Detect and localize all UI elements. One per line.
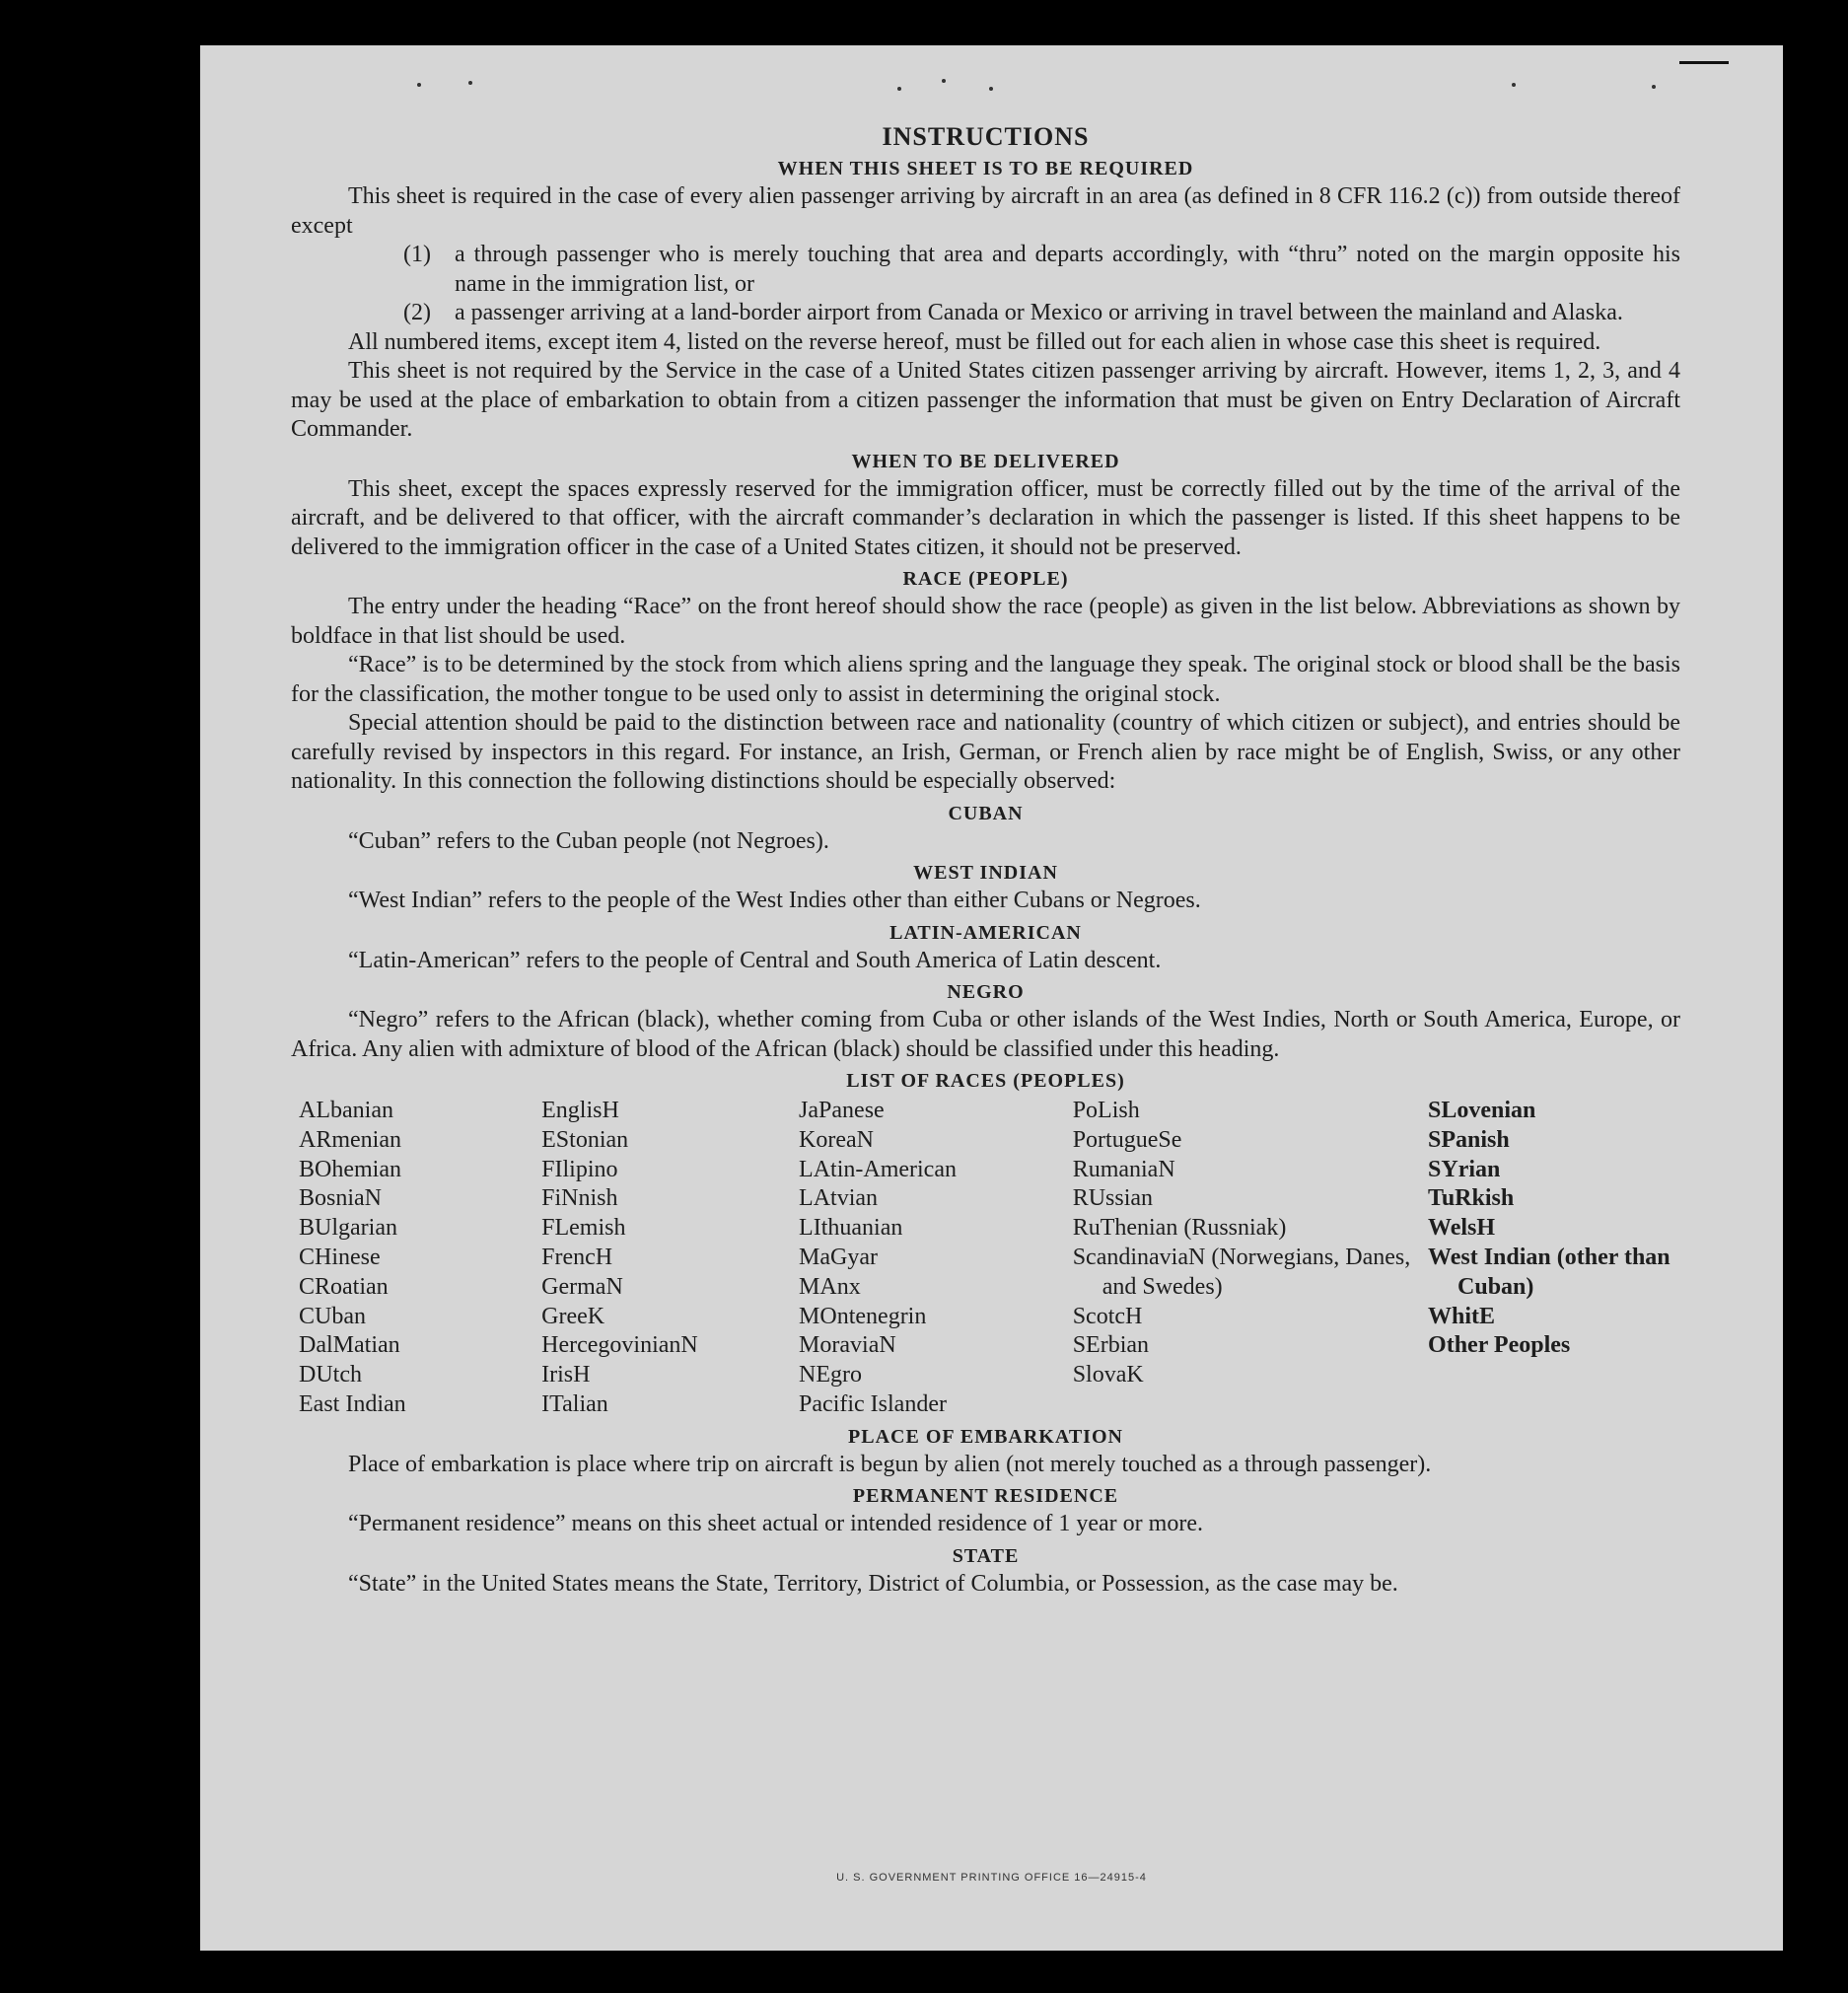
race-entry: LIthuanian [799, 1215, 903, 1242]
race-entry: SLovenian [1428, 1098, 1536, 1123]
race-entry: IrisH [541, 1362, 591, 1388]
scan-speck [1652, 85, 1656, 89]
races-column [1073, 1097, 1428, 1420]
race-entry: RumaniaN [1072, 1156, 1175, 1182]
race-entry: ScandinaviaN (Norwegians, Danes, and Swedes) [1072, 1244, 1411, 1300]
race-entry: RUssian [1072, 1185, 1154, 1212]
race-entry: GermaN [541, 1273, 623, 1300]
race-entry: FLemish [541, 1215, 626, 1242]
race-entry: KoreaN [799, 1126, 875, 1153]
race-entry: WelsH [1428, 1215, 1496, 1242]
race-entry: BOhemian [299, 1156, 401, 1182]
race-entry: PortugueSe [1072, 1126, 1182, 1153]
scan-speck [468, 81, 472, 85]
paragraph: This sheet is not required by the Service in the case of a United States citizen passenger arriving by aircraft. However, items 1, 2, 3, and 4 may be used at the place of embarkation to obtain from a citizen passenger the information that must be given on Entry Declaration of Aircraft Commander. [291, 358, 1680, 442]
race-entry: LAtin-American [799, 1156, 957, 1182]
race-entry: East Indian [299, 1390, 406, 1417]
scan-mark [1679, 61, 1729, 64]
paragraph: All numbered items, except item 4, listed on the reverse hereof, must be filled out for each alien in whose case this sheet is required. [348, 328, 1601, 355]
race-entry: GreeK [541, 1303, 605, 1329]
paragraph: This sheet is required in the case of every alien passenger arriving by aircraft in an area (as defined in 8 CFR 116.2 (c)) from outside thereof except [291, 183, 1680, 239]
scan-speck [1512, 83, 1516, 87]
race-entry: LAtvian [799, 1185, 879, 1212]
heading-required: WHEN THIS SHEET IS TO BE REQUIRED [777, 158, 1194, 179]
paragraph: “Cuban” refers to the Cuban people (not Negroes). [348, 827, 829, 854]
race-entry: ALbanian [299, 1098, 393, 1123]
race-entry: PoLish [1072, 1098, 1140, 1123]
scan-speck [989, 87, 993, 91]
paragraph: “Latin-American” refers to the people of Central and South America of Latin descent. [348, 947, 1162, 973]
race-entry: CRoatian [299, 1273, 389, 1300]
race-entry: FrencH [541, 1244, 613, 1270]
race-entry: Pacific Islander [799, 1390, 947, 1417]
race-entry: WhitE [1428, 1303, 1496, 1329]
races-column [1428, 1097, 1680, 1420]
race-entry: EnglisH [541, 1098, 619, 1123]
heading-embarkation: PLACE OF EMBARKATION [848, 1425, 1123, 1448]
races-column [541, 1097, 799, 1420]
list-item: (1) a through passenger who is merely touching that area and departs accordingly, with “thru” noted on the margin opposite his name in the immigration list, or [403, 242, 1680, 297]
races-column [299, 1097, 541, 1420]
race-entry: HercegovinianN [541, 1332, 698, 1359]
race-entry: MAnx [799, 1273, 861, 1300]
race-entry: MoraviaN [799, 1332, 896, 1359]
race-entry: CUban [299, 1303, 366, 1329]
race-entry: EStonian [541, 1126, 629, 1153]
races-column [799, 1097, 1073, 1420]
race-entry: MaGyar [799, 1244, 879, 1270]
heading-negro: NEGRO [947, 981, 1025, 1003]
race-entry: MOntenegrin [799, 1303, 927, 1329]
scan-speck [897, 87, 901, 91]
race-entry: BUlgarian [299, 1215, 397, 1242]
race-entry: NEgro [799, 1362, 863, 1388]
race-entry: DalMatian [299, 1332, 400, 1359]
race-entry: Other Peoples [1428, 1332, 1571, 1359]
race-entry: FiNnish [541, 1185, 618, 1212]
paragraph: The entry under the heading “Race” on the front hereof should show the race (people) as given in the list below. Abbreviations as shown by boldface in that list should be used. [291, 594, 1680, 649]
race-entry: SErbian [1072, 1332, 1150, 1359]
race-entry: ARmenian [299, 1126, 401, 1153]
race-entry: SYrian [1428, 1156, 1501, 1182]
race-entry: ITalian [541, 1390, 608, 1417]
heading-list-of-races: LIST OF RACES (PEOPLES) [846, 1070, 1125, 1092]
paragraph: This sheet, except the spaces expressly reserved for the immigration officer, must be correctly filled out by the time of the arrival of the aircraft, and be delivered to that officer, with the aircraft commander’s declaration in which the passenger is listed. If this sheet happens to be delivered to the immigration officer in the case of a United States citizen, it should not be preserved. [291, 475, 1680, 560]
paragraph: “Permanent residence” means on this sheet actual or intended residence of 1 year or more. [348, 1511, 1203, 1537]
race-entry: CHinese [299, 1244, 381, 1270]
list-item: (2) a passenger arriving at a land-border airport from Canada or Mexico or arriving in travel between the mainland and Alaska. [403, 300, 1623, 325]
race-entry: ScotcH [1072, 1303, 1143, 1329]
race-entry: DUtch [299, 1362, 362, 1388]
race-entry: BosniaN [299, 1185, 382, 1212]
scan-speck [942, 79, 946, 83]
page-title: INSTRUCTIONS [882, 122, 1090, 151]
heading-cuban: CUBAN [948, 802, 1024, 824]
races-table [291, 1097, 1680, 1420]
heading-permanent-residence: PERMANENT RESIDENCE [852, 1485, 1119, 1508]
race-entry: SlovaK [1072, 1362, 1144, 1388]
heading-delivered: WHEN TO BE DELIVERED [851, 450, 1120, 472]
paragraph: “State” in the United States means the State, Territory, District of Columbia, or Possession, as the case may be. [348, 1570, 1398, 1597]
printing-office-footer: U. S. GOVERNMENT PRINTING OFFICE 16—24915-4 [836, 1872, 1147, 1884]
scan-speck [417, 83, 421, 87]
paragraph: “Negro” refers to the African (black), whether coming from Cuba or other islands of the West Indies, North or South America, Europe, or Africa. Any alien with admixture of blood of the African (black) should be classified under this heading. [291, 1007, 1680, 1062]
paragraph: “West Indian” refers to the people of the West Indies other than either Cubans or Negroes. [348, 888, 1201, 913]
heading-west-indian: WEST INDIAN [913, 862, 1058, 884]
race-entry: SPanish [1428, 1126, 1510, 1153]
race-entry: TuRkish [1428, 1185, 1515, 1212]
race-entry: FIlipino [541, 1156, 618, 1182]
heading-latin-american: LATIN-AMERICAN [889, 921, 1082, 944]
heading-race: RACE (PEOPLE) [902, 568, 1069, 590]
race-entry: RuThenian (Russniak) [1072, 1215, 1287, 1242]
heading-state: STATE [952, 1544, 1020, 1567]
race-entry: JaPanese [799, 1098, 885, 1123]
document-sheet [200, 45, 1783, 1951]
paragraph: Special attention should be paid to the distinction between race and nationality (country of which citizen or subject), and entries should be carefully revised by inspectors in this regard. For instance, an Irish, German, or French alien by race might be of English, Swiss, or any other nationality. In this connection the following distinctions should be especially observed: [291, 710, 1680, 794]
paragraph: “Race” is to be determined by the stock from which aliens spring and the language they speak. The original stock or blood shall be the basis for the classification, the mother tongue to be used only to assist in determining the original stock. [291, 652, 1680, 707]
paragraph: Place of embarkation is place where trip on aircraft is begun by alien (not merely touched as a through passenger). [348, 1451, 1432, 1477]
race-entry: West Indian (other than Cuban) [1428, 1244, 1670, 1300]
